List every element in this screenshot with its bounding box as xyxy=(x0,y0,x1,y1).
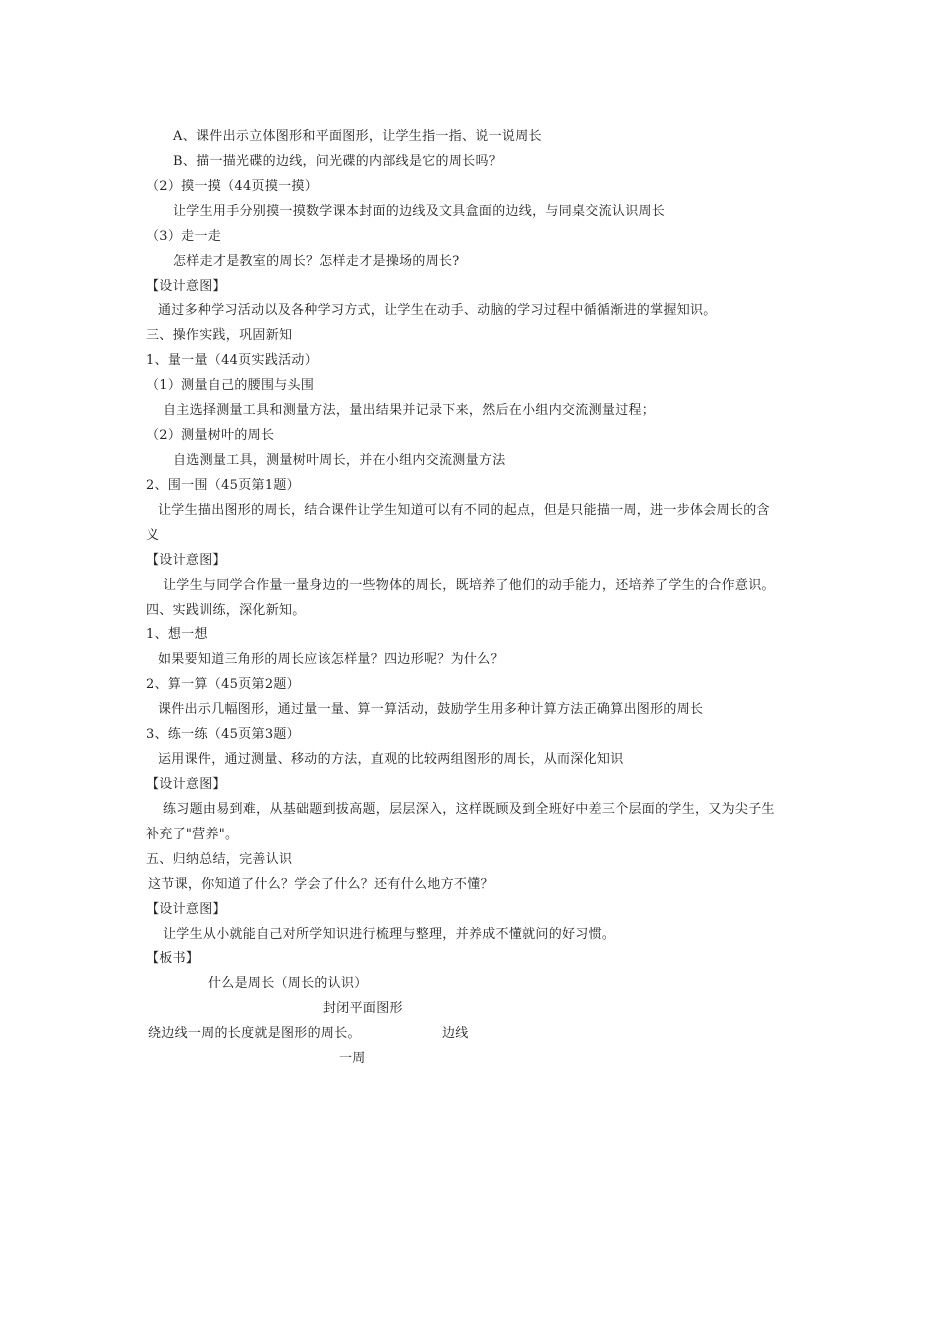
text-line: 课件出示几幅图形，通过量一量、算一算活动，鼓励学生用多种计算方法正确算出图形的周长 xyxy=(158,702,704,717)
text-line: 义 xyxy=(146,528,160,543)
board-closed-shape: 封闭平面图形 xyxy=(323,1001,403,1016)
text-line: 3、练一练（45页第3题） xyxy=(146,727,300,742)
text-line: 练习题由易到难，从基础题到拔高题，层层深入，这样既顾及到全班好中差三个层面的学生，又为尖子生 xyxy=(163,802,775,817)
board-title: 什么是周长（周长的认识） xyxy=(208,976,368,991)
board-one-round: 一周 xyxy=(339,1051,366,1066)
board-definition: 绕边线一周的长度就是图形的周长。 xyxy=(148,1026,361,1041)
text-line: 怎样走才是教室的周长？怎样走才是操场的周长? xyxy=(173,254,460,269)
text-line: A、课件出示立体图形和平面图形，让学生指一指、说一说周长 xyxy=(173,129,542,144)
text-line: 让学生与同学合作量一量身边的一些物体的周长，既培养了他们的动手能力，还培养了学生的合作意识。 xyxy=(163,578,775,593)
section-label: 【设计意图】 xyxy=(146,279,226,294)
text-line: 如果要知道三角形的周长应该怎样量？四边形呢？为什么？ xyxy=(158,652,504,667)
section-label: 【板书】 xyxy=(146,951,200,966)
text-line: （2）摸一摸（44页摸一摸） xyxy=(146,179,319,194)
section-label: 【设计意图】 xyxy=(146,902,226,917)
text-line: 这节课，你知道了什么？学会了什么？还有什么地方不懂？ xyxy=(148,877,494,892)
text-line: 自主选择测量工具和测量方法，量出结果并记录下来，然后在小组内交流测量过程； xyxy=(163,403,656,418)
text-line: 2、围一围（45页第1题） xyxy=(146,478,300,493)
section-heading: 五、归纳总结，完善认识 xyxy=(146,852,293,867)
section-label: 【设计意图】 xyxy=(146,777,226,792)
text-line: 补充了"营养"。 xyxy=(146,827,239,842)
text-line: 让学生描出图形的周长，结合课件让学生知道可以有不同的起点，但是只能描一周，进一步体会周长的含 xyxy=(158,503,770,518)
text-line: 1、量一量（44页实践活动） xyxy=(146,353,319,368)
section-heading: 四、实践训练，深化新知。 xyxy=(146,603,306,618)
text-line: 2、算一算（45页第2题） xyxy=(146,677,300,692)
board-edge: 边线 xyxy=(442,1026,469,1041)
text-line: 通过多种学习活动以及各种学习方式，让学生在动手、动脑的学习过程中循循渐进的掌握知识。 xyxy=(158,303,717,318)
text-line: 运用课件，通过测量、移动的方法，直观的比较两组图形的周长，从而深化知识 xyxy=(158,752,624,767)
text-line: （3）走一走 xyxy=(146,229,222,244)
text-line: （2）测量树叶的周长 xyxy=(146,428,275,443)
section-heading: 三、操作实践，巩固新知 xyxy=(146,328,293,343)
text-line: （1）测量自己的腰围与头围 xyxy=(146,378,315,393)
section-label: 【设计意图】 xyxy=(146,553,226,568)
text-line: 让学生从小就能自己对所学知识进行梳理与整理，并养成不懂就问的好习惯。 xyxy=(163,927,616,942)
text-line: 自选测量工具，测量树叶周长，并在小组内交流测量方法 xyxy=(173,453,506,468)
text-line: 让学生用手分别摸一摸数学课本封面的边线及文具盒面的边线，与同桌交流认识周长 xyxy=(173,204,666,219)
text-line: 1、想一想 xyxy=(146,627,208,642)
text-line: B、描一描光碟的边线，问光碟的内部线是它的周长吗？ xyxy=(173,154,503,169)
